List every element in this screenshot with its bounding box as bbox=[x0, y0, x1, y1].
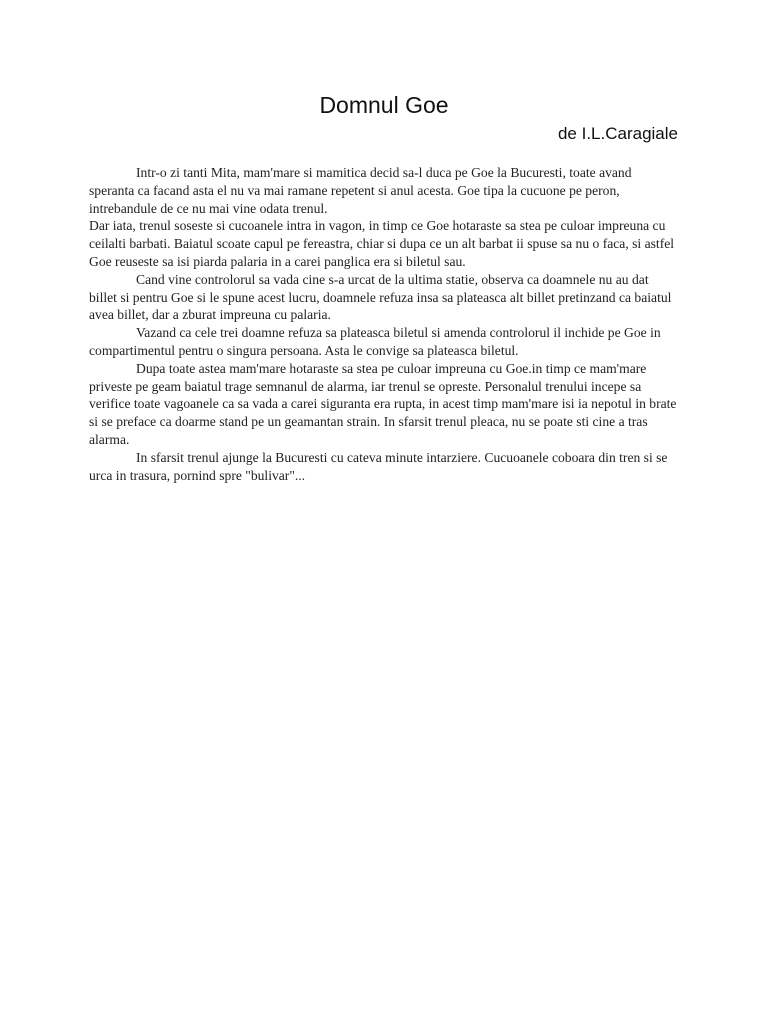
paragraph-2: Dar iata, trenul soseste si cucoanele intra in vagon, in timp ce Goe hotaraste sa stea pe culoar impreuna cu ceilalti barbati. Baiatul scoate capul pe fereastra, chiar si dupa ce un alt barbat ii spuse sa nu o faca, si astfel Goe reuseste sa isi piarda palaria in a carei panglica era si biletul sau. bbox=[89, 218, 675, 269]
document-title: Domnul Goe bbox=[319, 92, 449, 118]
document-body bbox=[89, 164, 679, 484]
paragraph-5: Dupa toate astea mam'mare hotaraste sa stea pe culoar impreuna cu Goe.in timp ce mam'mare priveste pe geam baiatul trage semnanul de alarma, iar trenul se opreste. Personalul trenului incepe sa verifice toate vagoanele ca sa vada a carei siguranta era rupta, in acest timp mam'mare isi ia nepotul in brate si se preface ca doarme stand pe un geamantan strain. In sfarsit trenul pleaca, nu se poate sti cine a tras alarma. bbox=[89, 360, 677, 447]
paragraph-1: Intr-o zi tanti Mita, mam'mare si mamitica decid sa-l duca pe Goe la Bucuresti, toate avand speranta ca facand asta el nu va mai ramane repetent si anul acesta. Goe tipa la cucuone pe peron, intrebandule de ce nu mai vine odata trenul. bbox=[89, 165, 632, 216]
document-author: de I.L.Caragiale bbox=[557, 124, 678, 143]
paragraph-6: In sfarsit trenul ajunge la Bucuresti cu cateva minute intarziere. Cucuoanele coboara din tren si se urca in trasura, pornind spre "bulivar"... bbox=[89, 449, 668, 483]
paragraph-4: Vazand ca cele trei doamne refuza sa plateasca biletul si amenda controlorul il inchide pe Goe in compartimentul pentru o singura persoana. Asta le convige sa plateasca biletul. bbox=[89, 325, 661, 358]
paragraph-3: Cand vine controlorul sa vada cine s-a urcat de la ultima statie, observa ca doamnele nu au dat billet si pentru Goe si le spune acest lucru, doamnele refuza insa sa plateasca alt billet pretinzand ca baiatul avea billet, dar a zburat impreuna cu palaria. bbox=[89, 271, 672, 323]
